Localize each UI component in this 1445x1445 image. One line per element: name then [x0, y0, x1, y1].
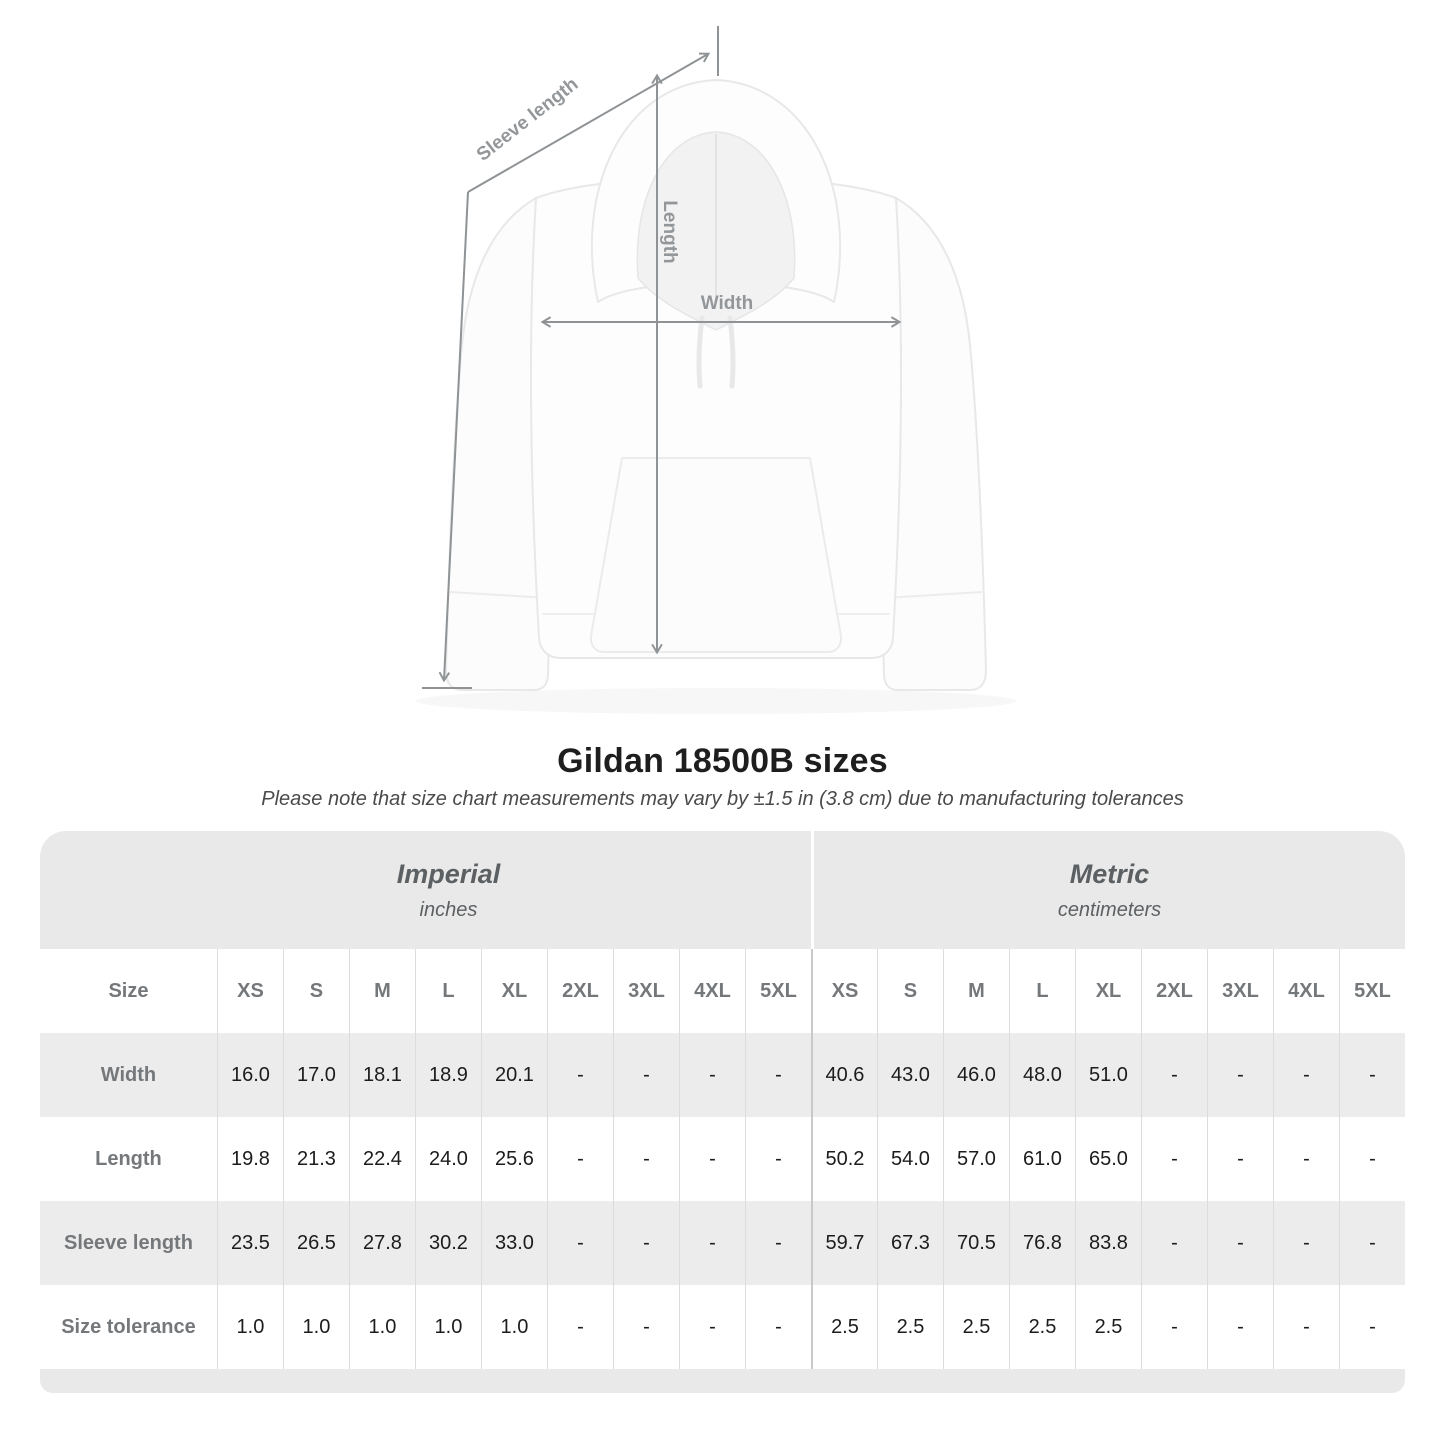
value-cell: - — [1207, 1201, 1273, 1285]
value-cell: - — [613, 1117, 679, 1201]
value-cell: - — [1273, 1033, 1339, 1117]
value-cell: - — [1141, 1201, 1207, 1285]
value-cell: - — [1339, 1285, 1405, 1369]
right-drawstring — [730, 318, 733, 386]
table-footer-band — [40, 1369, 1405, 1393]
size-header-row — [40, 949, 1405, 1033]
size-column-header: 4XL — [679, 949, 745, 1033]
value-cell: - — [745, 1285, 811, 1369]
table-footer-row — [40, 1369, 1405, 1393]
value-cell: - — [1207, 1117, 1273, 1201]
row-label: Sleeve length — [40, 1201, 217, 1285]
value-cell: - — [613, 1033, 679, 1117]
left-drawstring — [699, 318, 702, 386]
value-cell: 2.5 — [811, 1285, 877, 1369]
size-column-header: L — [1009, 949, 1075, 1033]
value-cell: 21.3 — [283, 1117, 349, 1201]
row-label: Length — [40, 1117, 217, 1201]
value-cell: - — [1273, 1285, 1339, 1369]
metric-unit: centimeters — [1057, 898, 1162, 921]
value-cell: 1.0 — [481, 1285, 547, 1369]
page-title: Gildan 18500B sizes — [557, 742, 888, 780]
value-cell: 54.0 — [877, 1117, 943, 1201]
imperial-header — [40, 831, 811, 949]
value-cell: 51.0 — [1075, 1033, 1141, 1117]
value-cell: - — [1339, 1201, 1405, 1285]
size-table — [40, 831, 1405, 1393]
size-column-header: XS — [217, 949, 283, 1033]
table-row-sleeve-length — [40, 1201, 1405, 1285]
value-cell: 1.0 — [415, 1285, 481, 1369]
imperial-title: Imperial — [396, 858, 501, 889]
value-cell: - — [1207, 1033, 1273, 1117]
value-cell: 48.0 — [1009, 1033, 1075, 1117]
value-cell: - — [1339, 1033, 1405, 1117]
imperial-unit: inches — [419, 898, 478, 921]
size-column-header: XS — [811, 949, 877, 1033]
size-column-header: M — [943, 949, 1009, 1033]
value-cell: - — [1273, 1201, 1339, 1285]
size-column-header: 5XL — [745, 949, 811, 1033]
table-row-width — [40, 1033, 1405, 1117]
value-cell: 23.5 — [217, 1201, 283, 1285]
value-cell: 2.5 — [943, 1285, 1009, 1369]
hoodie-shadow — [416, 688, 1016, 714]
value-cell: 1.0 — [349, 1285, 415, 1369]
size-column-header: XL — [1075, 949, 1141, 1033]
size-corner-header: Size — [40, 949, 217, 1033]
size-column-header: 4XL — [1273, 949, 1339, 1033]
size-column-header: 3XL — [613, 949, 679, 1033]
value-cell: - — [745, 1033, 811, 1117]
value-cell: 67.3 — [877, 1201, 943, 1285]
hoodie-illustration — [416, 80, 1016, 714]
value-cell: - — [613, 1285, 679, 1369]
value-cell: 2.5 — [877, 1285, 943, 1369]
value-cell: - — [679, 1033, 745, 1117]
value-cell: 17.0 — [283, 1033, 349, 1117]
value-cell: - — [547, 1117, 613, 1201]
value-cell: - — [679, 1201, 745, 1285]
value-cell: 18.9 — [415, 1033, 481, 1117]
value-cell: - — [547, 1285, 613, 1369]
value-cell: 40.6 — [811, 1033, 877, 1117]
size-column-header: L — [415, 949, 481, 1033]
value-cell: 1.0 — [217, 1285, 283, 1369]
size-column-header: S — [877, 949, 943, 1033]
value-cell: 19.8 — [217, 1117, 283, 1201]
metric-title: Metric — [1069, 858, 1150, 889]
value-cell: 30.2 — [415, 1201, 481, 1285]
size-column-header: 2XL — [1141, 949, 1207, 1033]
size-column-header: XL — [481, 949, 547, 1033]
width-label: Width — [700, 293, 754, 314]
value-cell: 83.8 — [1075, 1201, 1141, 1285]
value-cell: 16.0 — [217, 1033, 283, 1117]
size-column-header: 3XL — [1207, 949, 1273, 1033]
table-row-length — [40, 1117, 1405, 1201]
value-cell: - — [679, 1285, 745, 1369]
row-label: Size tolerance — [40, 1285, 217, 1369]
size-column-header: 2XL — [547, 949, 613, 1033]
value-cell: - — [745, 1117, 811, 1201]
value-cell: 22.4 — [349, 1117, 415, 1201]
value-cell: 25.6 — [481, 1117, 547, 1201]
hoodie-pocket — [591, 458, 841, 652]
value-cell: 18.1 — [349, 1033, 415, 1117]
value-cell: 24.0 — [415, 1117, 481, 1201]
value-cell: - — [1141, 1117, 1207, 1201]
row-label: Width — [40, 1033, 217, 1117]
value-cell: - — [1273, 1117, 1339, 1201]
value-cell: 43.0 — [877, 1033, 943, 1117]
value-cell: 27.8 — [349, 1201, 415, 1285]
value-cell: 1.0 — [283, 1285, 349, 1369]
value-cell: - — [547, 1201, 613, 1285]
size-column-header: M — [349, 949, 415, 1033]
sleeve-length-label: Sleeve length — [472, 73, 583, 166]
value-cell: 59.7 — [811, 1201, 877, 1285]
table-row-size-tolerance — [40, 1285, 1405, 1369]
value-cell: 50.2 — [811, 1117, 877, 1201]
value-cell: - — [1339, 1117, 1405, 1201]
value-cell: 70.5 — [943, 1201, 1009, 1285]
value-cell: 57.0 — [943, 1117, 1009, 1201]
value-cell: - — [613, 1201, 679, 1285]
value-cell: 20.1 — [481, 1033, 547, 1117]
unit-header-row — [40, 831, 1405, 949]
size-column-header: S — [283, 949, 349, 1033]
value-cell: 33.0 — [481, 1201, 547, 1285]
value-cell: 2.5 — [1009, 1285, 1075, 1369]
page-subtitle: Please note that size chart measurements may vary by ±1.5 in (3.8 cm) due to manufacturing tolerances — [261, 788, 1184, 811]
value-cell: - — [547, 1033, 613, 1117]
value-cell: 76.8 — [1009, 1201, 1075, 1285]
size-column-header: 5XL — [1339, 949, 1405, 1033]
length-label: Length — [659, 200, 680, 264]
value-cell: - — [1141, 1033, 1207, 1117]
value-cell: 2.5 — [1075, 1285, 1141, 1369]
value-cell: - — [679, 1117, 745, 1201]
value-cell: 46.0 — [943, 1033, 1009, 1117]
value-cell: 26.5 — [283, 1201, 349, 1285]
title-block — [0, 736, 1445, 811]
value-cell: - — [1141, 1285, 1207, 1369]
value-cell: 61.0 — [1009, 1117, 1075, 1201]
value-cell: 65.0 — [1075, 1117, 1141, 1201]
value-cell: - — [1207, 1285, 1273, 1369]
value-cell: - — [745, 1201, 811, 1285]
metric-header — [811, 831, 1405, 949]
